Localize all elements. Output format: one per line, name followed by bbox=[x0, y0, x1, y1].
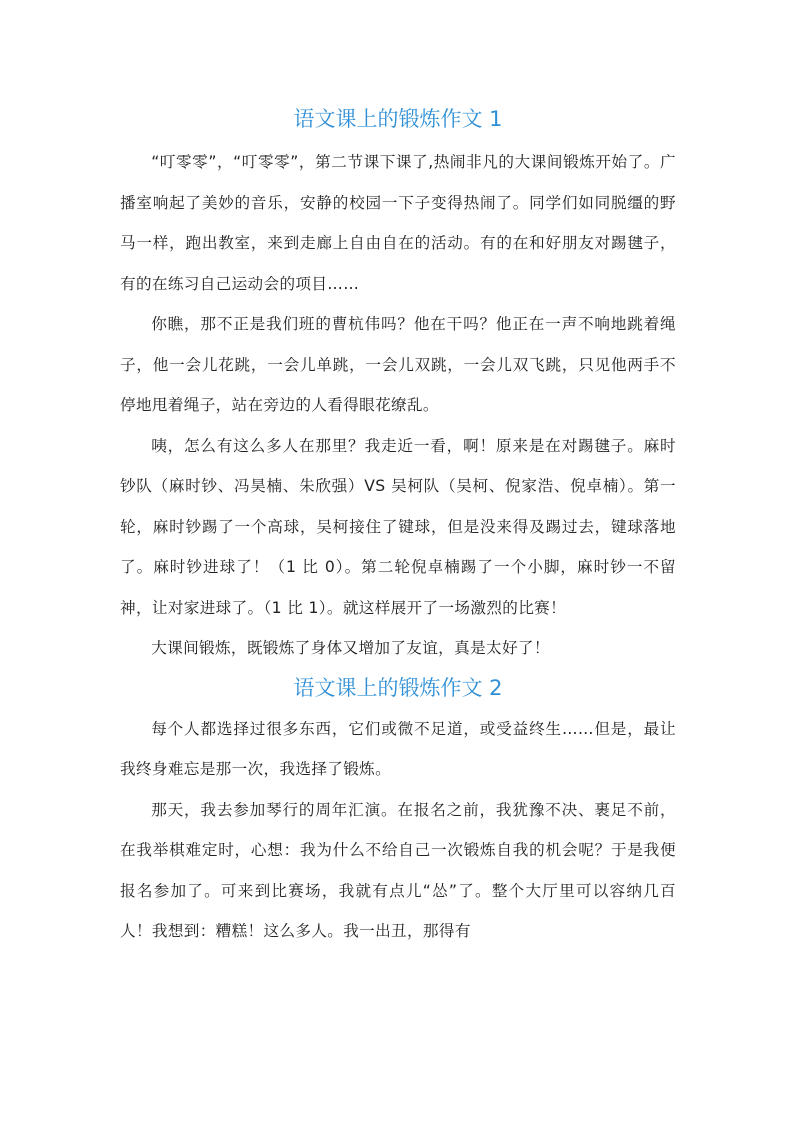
essay-1-paragraph-1: “叮零零”，“叮零零”，第二节课下课了,热闹非凡的大课间锻炼开始了。广播室响起了美妙的音乐，安静的校园一下子变得热闹了。同学们如同脱缰的野马一样，跑出教室，来到走廊上自由自在的活动。有的在和好朋友对踢毽子，有的在练习自己运动会的项目…… bbox=[120, 153, 676, 293]
document-content bbox=[120, 102, 676, 952]
essay-2-paragraph-1: 每个人都选择过很多东西，它们或微不足道，或受益终生……但是，最让我终身难忘是那一次，我选择了锻炼。 bbox=[120, 719, 676, 778]
essay-1-paragraph-3: 咦，怎么有这么多人在那里？我走近一看，啊！原来是在对踢毽子。麻时钞队（麻时钞、冯昊楠、朱欣强）VS 吴柯队（吴柯、倪家浩、倪卓楠）。第一轮，麻时钞踢了一个高球，吴柯接住了键球，但是没来得及踢过去，键球落地了。麻时钞进球了！（1 比 0）。第二轮倪卓楠踢了一个小脚，麻时钞一不留神，让对家进球了。（1 比 1）。就这样展开了一场激烈的比赛！ bbox=[120, 436, 676, 617]
essay-2-title: 语文课上的锻炼作文 2 bbox=[293, 675, 503, 700]
essay-1-paragraph-4: 大课间锻炼，既锻炼了身体又增加了友谊，真是太好了！ bbox=[151, 639, 550, 657]
essay-2-paragraph-2: 那天，我去参加琴行的周年汇演。在报名之前，我犹豫不决、裹足不前，在我举棋难定时，心想：我为什么不给自己一次锻炼自我的机会呢？于是我便报名参加了。可来到比赛场，我就有点儿“怂”了。整个大厅里可以容纳几百人！我想到：糟糕！这么多人。我一出丑，那得有 bbox=[120, 800, 676, 940]
essay-1-title: 语文课上的锻炼作文 1 bbox=[293, 107, 503, 131]
essay-1-paragraph-2: 你瞧，那不正是我们班的曹杭伟吗？他在干吗？他正在一声不响地跳着绳子，他一会儿花跳，一会儿单跳，一会儿双跳，一会儿双飞跳，只见他两手不停地甩着绳子，站在旁边的人看得眼花缭乱。 bbox=[120, 315, 676, 414]
